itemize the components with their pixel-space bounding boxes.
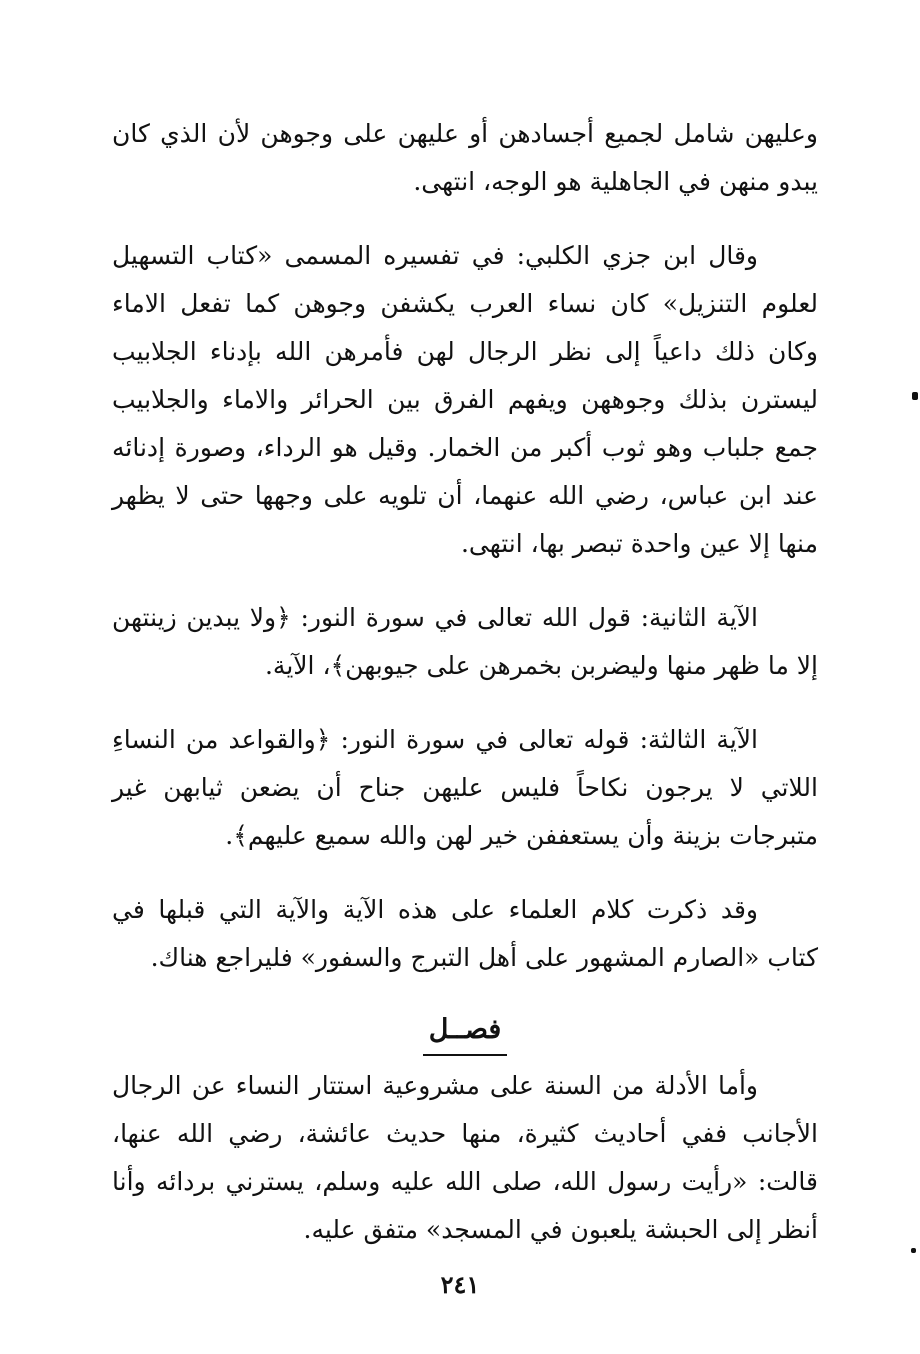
scan-speck — [911, 1248, 916, 1253]
section-heading-text: فصــل — [423, 1008, 508, 1056]
paragraph-sunnah-evidence: وأما الأدلة من السنة على مشروعية استتار النساء عن الرجال الأجانب ففي أحاديث كثيرة، منها حديث عائشة، رضي الله عنها، قالت: «رأيت رسول الله، صلى الله عليه وسلم، يسترني بردائه وأنا أنظر إلى الحبشة يلعبون في المسجد» متفق عليه. — [112, 1071, 818, 1244]
paragraph-second-verse: الآية الثانية: قول الله تعالى في سورة النور: ﴿ولا يبدين زينتهن إلا ما ظهر منها وليضربن بخمرهن على جيوبهن﴾، الآية. — [112, 603, 818, 680]
paragraph-third-verse: الآية الثالثة: قوله تعالى في سورة النور: ﴿والقواعد من النساءِ اللاتي لا يرجون نكاحاً فليس عليهن جناح أن يضعن ثيابهن غير متبرجات بزينة وأن يستعففن خير لهن والله سميع عليهم﴾. — [112, 725, 818, 850]
page-body — [112, 110, 818, 1280]
paragraph-ibn-juzay-quote: وقال ابن جزي الكلبي: في تفسيره المسمى «كتاب التسهيل لعلوم التنزيل» كان نساء العرب يكشفن وجوهن كما تفعل الاماء وكان ذلك داعياً إلى نظر الرجال لهن فأمرهن الله بإدناء الجلابيب ليسترن بذلك وجوههن ويفهم الفرق بين الحرائر والاماء والجلابيب جمع جلباب وهو ثوب أكبر من الخمار. وقيل هو الرداء، وصورة إدنائه عند ابن عباس، رضي الله عنهما، أن تلويه على وجهها حتى لا يظهر منها إلا عين واحدة تبصر بها، انتهى. — [112, 241, 818, 558]
section-heading — [112, 1008, 818, 1056]
paragraph-continuation: وعليهن شامل لجميع أجسادهن أو عليهن على وجوهن لأن الذي كان يبدو منهن في الجاهلية هو الوجه، انتهى. — [112, 119, 818, 196]
scan-speck — [912, 392, 918, 400]
paragraph-reference-book: وقد ذكرت كلام العلماء على هذه الآية والآية التي قبلها في كتاب «الصارم المشهور على أهل التبرج والسفور» فليراجع هناك. — [112, 895, 818, 972]
page-number: ٢٤١ — [440, 1270, 480, 1299]
